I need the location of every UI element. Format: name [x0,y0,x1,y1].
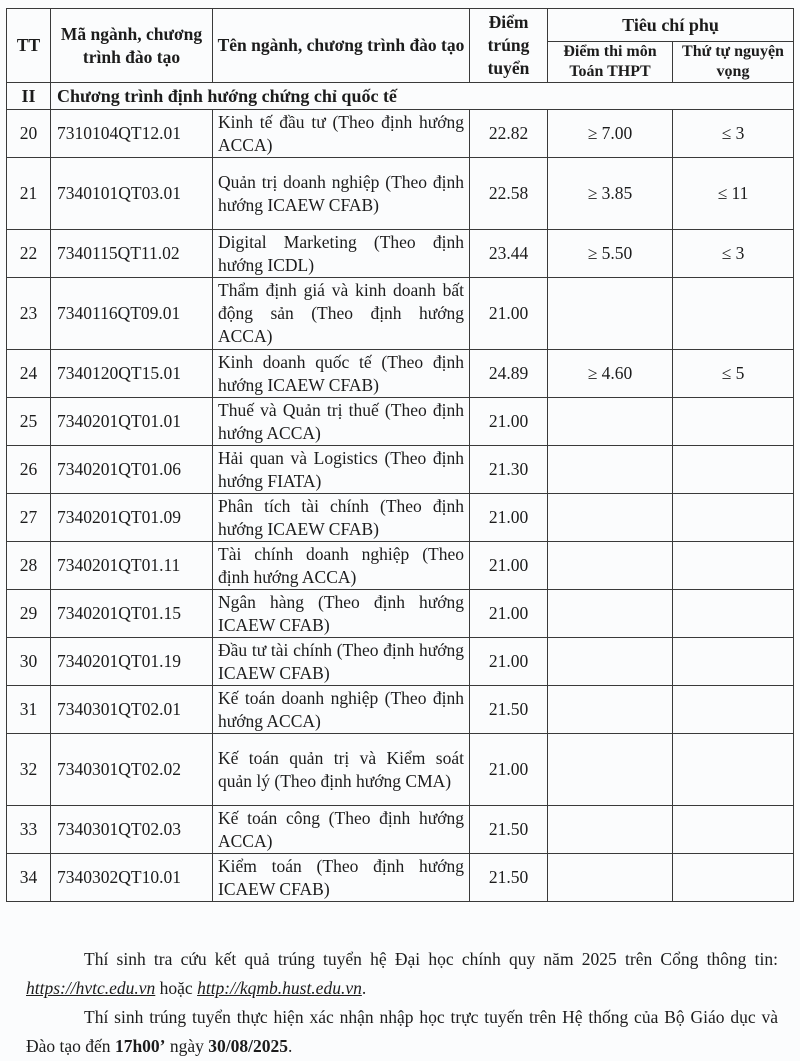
note-text: hoặc [155,978,198,998]
admission-score: 23.44 [470,230,548,278]
program-name: Digital Marketing (Theo định hướng ICDL) [213,230,470,278]
admission-score: 21.00 [470,542,548,590]
math-score-criteria: ≥ 7.00 [548,110,673,158]
program-name: Kế toán công (Theo định hướng ACCA) [213,806,470,854]
math-score-criteria: ≥ 3.85 [548,158,673,230]
admission-score: 21.00 [470,734,548,806]
note-text: . [288,1036,293,1056]
row-number: 22 [7,230,51,278]
section-number: II [7,83,51,110]
admission-score: 21.50 [470,686,548,734]
table-row [7,446,794,494]
table-row [7,278,794,350]
math-score-criteria [548,542,673,590]
math-score-criteria [548,806,673,854]
row-number: 21 [7,158,51,230]
admission-score: 21.00 [470,590,548,638]
wish-order-criteria [673,638,794,686]
row-number: 28 [7,542,51,590]
row-number: 31 [7,686,51,734]
admission-score: 24.89 [470,350,548,398]
program-name: Thẩm định giá và kinh doanh bất động sản (Theo định hướng ACCA) [213,278,470,350]
program-name: Kinh doanh quốc tế (Theo định hướng ICAEW CFAB) [213,350,470,398]
program-name: Phân tích tài chính (Theo định hướng ICAEW CFAB) [213,494,470,542]
program-code: 7340301QT02.01 [51,686,213,734]
program-name: Quản trị doanh nghiệp (Theo định hướng ICAEW CFAB) [213,158,470,230]
table-row [7,638,794,686]
math-score-criteria [548,590,673,638]
program-code: 7340301QT02.03 [51,806,213,854]
program-code: 7340201QT01.11 [51,542,213,590]
program-code: 7340302QT10.01 [51,854,213,902]
program-code: 7340201QT01.19 [51,638,213,686]
wish-order-criteria: ≤ 3 [673,230,794,278]
program-name: Thuế và Quản trị thuế (Theo định hướng ACCA) [213,398,470,446]
program-code: 7340201QT01.01 [51,398,213,446]
wish-order-criteria [673,806,794,854]
row-number: 33 [7,806,51,854]
table-row [7,110,794,158]
row-number: 34 [7,854,51,902]
note-text: ngày [165,1036,209,1056]
program-code: 7340116QT09.01 [51,278,213,350]
program-name: Đầu tư tài chính (Theo định hướng ICAEW CFAB) [213,638,470,686]
header-tt: TT [7,9,51,83]
note-lookup [26,945,778,1003]
row-number: 24 [7,350,51,398]
program-code: 7340201QT01.15 [51,590,213,638]
wish-order-criteria [673,398,794,446]
wish-order-criteria [673,590,794,638]
math-score-criteria [548,854,673,902]
table-row [7,686,794,734]
admission-score: 21.30 [470,446,548,494]
note-enrollment [26,1003,778,1061]
table-row [7,158,794,230]
header-program-code: Mã ngành, chương trình đào tạo [51,9,213,83]
row-number: 32 [7,734,51,806]
admission-score: 21.00 [470,398,548,446]
admission-score: 21.50 [470,854,548,902]
wish-order-criteria [673,734,794,806]
admission-score: 22.58 [470,158,548,230]
program-name: Kinh tế đầu tư (Theo định hướng ACCA) [213,110,470,158]
math-score-criteria: ≥ 5.50 [548,230,673,278]
program-code: 7340120QT15.01 [51,350,213,398]
note-text: Thí sinh trúng tuyển thực hiện xác nhận nhập học trực tuyến trên Hệ thống của Bộ Giáo dục và Đào tạo đến [26,1007,778,1056]
program-code: 7310104QT12.01 [51,110,213,158]
program-name: Kế toán doanh nghiệp (Theo định hướng ACCA) [213,686,470,734]
row-number: 27 [7,494,51,542]
math-score-criteria [548,638,673,686]
deadline-date: 30/08/2025 [208,1036,289,1056]
program-name: Hải quan và Logistics (Theo định hướng FIATA) [213,446,470,494]
note-text: . [361,978,367,998]
wish-order-criteria [673,854,794,902]
table-row [7,854,794,902]
header-sub-criteria: Tiêu chí phụ [548,9,794,42]
math-score-criteria [548,398,673,446]
program-code: 7340115QT11.02 [51,230,213,278]
math-score-criteria: ≥ 4.60 [548,350,673,398]
link-hvtc[interactable]: https://hvtc.edu.vn [26,978,156,998]
admission-score: 22.82 [470,110,548,158]
wish-order-criteria [673,494,794,542]
program-code: 7340201QT01.09 [51,494,213,542]
table-row [7,806,794,854]
header-program-name: Tên ngành, chương trình đào tạo [213,9,470,83]
program-code: 7340201QT01.06 [51,446,213,494]
row-number: 25 [7,398,51,446]
table-row [7,398,794,446]
program-name: Ngân hàng (Theo định hướng ICAEW CFAB) [213,590,470,638]
header-math-score: Điểm thi môn Toán THPT [548,42,673,83]
table-row [7,734,794,806]
table-row [7,494,794,542]
deadline-time: 17h00’ [114,1036,166,1056]
row-number: 26 [7,446,51,494]
link-kqmb[interactable]: http://kqmb.hust.edu.vn [197,978,362,998]
table-row [7,542,794,590]
row-number: 20 [7,110,51,158]
admission-score: 21.00 [470,638,548,686]
notes [26,945,778,1061]
math-score-criteria [548,278,673,350]
program-code: 7340301QT02.02 [51,734,213,806]
program-name: Tài chính doanh nghiệp (Theo định hướng ACCA) [213,542,470,590]
note-text: Thí sinh tra cứu kết quả trúng tuyển hệ Đại học chính quy năm 2025 trên Cổng thông tin: [84,949,778,969]
admission-score: 21.50 [470,806,548,854]
table-row [7,230,794,278]
table-row [7,590,794,638]
wish-order-criteria: ≤ 5 [673,350,794,398]
header-admission-score: Điểm trúng tuyển [470,9,548,83]
admission-score: 21.00 [470,494,548,542]
section-title: Chương trình định hướng chứng chỉ quốc tế [51,83,794,110]
row-number: 23 [7,278,51,350]
math-score-criteria [548,446,673,494]
program-code: 7340101QT03.01 [51,158,213,230]
math-score-criteria [548,494,673,542]
wish-order-criteria: ≤ 3 [673,110,794,158]
wish-order-criteria [673,542,794,590]
table-row [7,350,794,398]
program-name: Kế toán quản trị và Kiểm soát quản lý (Theo định hướng CMA) [213,734,470,806]
wish-order-criteria [673,686,794,734]
section-row [7,83,794,110]
program-name: Kiểm toán (Theo định hướng ICAEW CFAB) [213,854,470,902]
admission-score: 21.00 [470,278,548,350]
wish-order-criteria: ≤ 11 [673,158,794,230]
math-score-criteria [548,686,673,734]
wish-order-criteria [673,446,794,494]
row-number: 29 [7,590,51,638]
math-score-criteria [548,734,673,806]
row-number: 30 [7,638,51,686]
admission-scores-table [6,8,794,902]
header-wish-order: Thứ tự nguyện vọng [673,42,794,83]
wish-order-criteria [673,278,794,350]
